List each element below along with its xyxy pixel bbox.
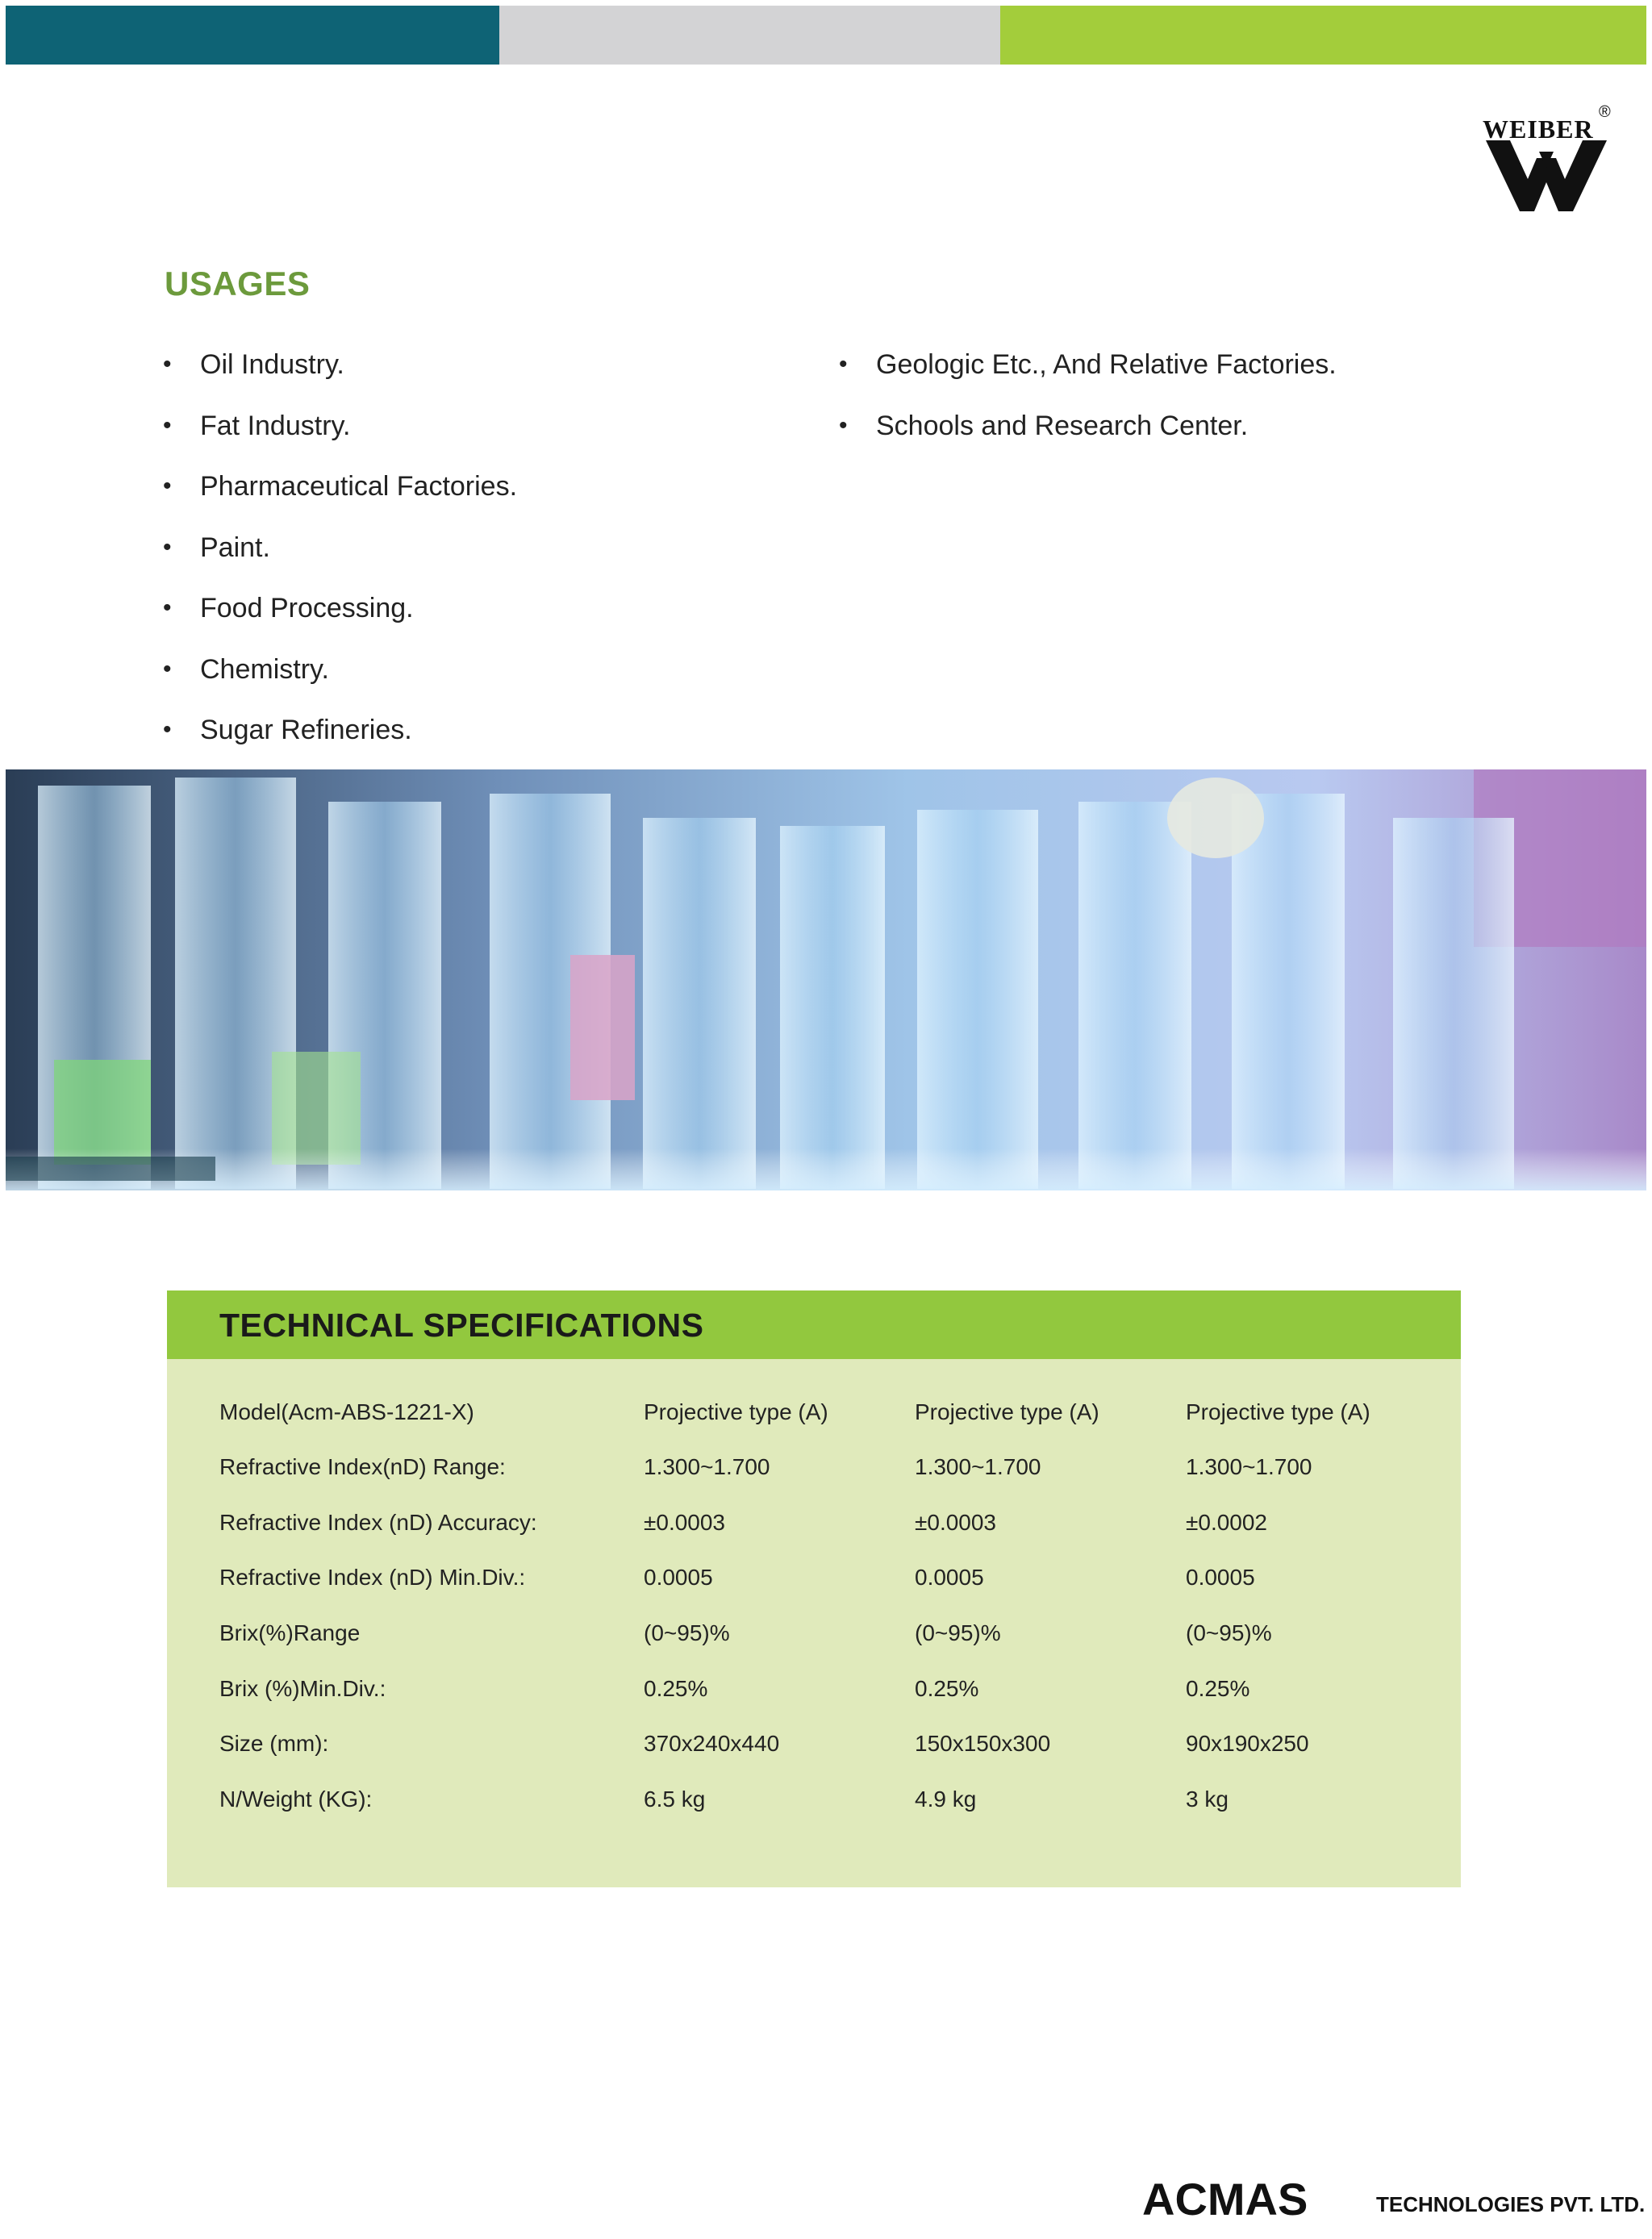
spec-label: Model(Acm-ABS-1221-X) bbox=[219, 1399, 474, 1424]
acmas-logo-icon bbox=[1142, 2174, 1368, 2223]
usage-item bbox=[839, 348, 1337, 410]
top-color-bar bbox=[6, 6, 1646, 65]
spec-value: (0~95)% bbox=[644, 1620, 730, 1645]
spec-label: Refractive Index(nD) Range: bbox=[219, 1454, 506, 1479]
weiber-w-icon bbox=[1486, 140, 1607, 213]
usage-item-label: Geologic Etc., And Relative Factories. bbox=[876, 349, 1337, 380]
usage-item-label: Sugar Refineries. bbox=[200, 715, 412, 745]
spec-value: 0.25% bbox=[915, 1676, 979, 1701]
usage-item-label: Paint. bbox=[200, 532, 270, 563]
spec-label: Size (mm): bbox=[219, 1731, 329, 1756]
registered-mark: ® bbox=[1599, 103, 1611, 121]
usage-item bbox=[163, 592, 517, 653]
bullet-icon: • bbox=[839, 351, 848, 377]
spec-value: 0.25% bbox=[644, 1676, 708, 1701]
bullet-icon: • bbox=[163, 351, 172, 377]
bullet-icon: • bbox=[163, 594, 172, 621]
spec-label: Brix (%)Min.Div.: bbox=[219, 1676, 386, 1701]
weiber-logo bbox=[1478, 103, 1623, 216]
top-bar-green-segment bbox=[1000, 6, 1646, 65]
spec-value: 0.0005 bbox=[915, 1565, 984, 1590]
spec-label: N/Weight (KG): bbox=[219, 1787, 373, 1812]
bullet-icon: • bbox=[163, 533, 172, 561]
usage-item bbox=[163, 348, 517, 410]
spec-value: 90x190x250 bbox=[1186, 1731, 1309, 1756]
spec-row-accuracy bbox=[167, 1510, 1461, 1542]
spec-value: 150x150x300 bbox=[915, 1731, 1051, 1756]
spec-row-range bbox=[167, 1454, 1461, 1486]
spec-value: 1.300~1.700 bbox=[1186, 1454, 1312, 1479]
usage-item bbox=[163, 653, 517, 715]
spec-value: Projective type (A) bbox=[1186, 1399, 1370, 1424]
usage-item-label: Chemistry. bbox=[200, 653, 329, 685]
spec-value: Projective type (A) bbox=[644, 1399, 828, 1424]
usage-item bbox=[163, 714, 517, 775]
usage-item bbox=[839, 410, 1337, 471]
spec-value: ±0.0003 bbox=[644, 1510, 726, 1535]
spec-heading: TECHNICAL SPECIFICATIONS bbox=[219, 1307, 704, 1344]
spec-value: Projective type (A) bbox=[915, 1399, 1099, 1424]
spec-value: 3 kg bbox=[1186, 1787, 1229, 1812]
usage-item bbox=[163, 532, 517, 593]
spec-value: ±0.0002 bbox=[1186, 1510, 1268, 1535]
bullet-icon: • bbox=[163, 473, 172, 499]
spec-value: (0~95)% bbox=[1186, 1620, 1272, 1645]
spec-value: 0.0005 bbox=[644, 1565, 713, 1590]
usage-item-label: Pharmaceutical Factories. bbox=[200, 471, 518, 502]
spec-label: Brix(%)Range bbox=[219, 1620, 361, 1645]
spec-label: Refractive Index (nD) Accuracy: bbox=[219, 1510, 537, 1535]
spec-label: Refractive Index (nD) Min.Div.: bbox=[219, 1565, 526, 1590]
spec-value: 0.25% bbox=[1186, 1676, 1250, 1701]
usage-item-label: Food Processing. bbox=[200, 593, 414, 623]
spec-row-model bbox=[167, 1399, 1461, 1432]
bullet-icon: • bbox=[163, 411, 172, 439]
spec-row-brix-range bbox=[167, 1620, 1461, 1653]
spec-value: 1.300~1.700 bbox=[915, 1454, 1041, 1479]
usage-item-label: Oil Industry. bbox=[200, 349, 344, 380]
spec-row-brix-min-div bbox=[167, 1676, 1461, 1708]
spec-header-bar bbox=[167, 1290, 1461, 1359]
spec-row-size bbox=[167, 1731, 1461, 1763]
usages-list-left bbox=[163, 348, 517, 775]
spec-row-weight bbox=[167, 1787, 1461, 1819]
spec-value: 4.9 kg bbox=[915, 1787, 977, 1812]
lab-test-tubes-photo bbox=[6, 769, 1646, 1190]
spec-value: 0.0005 bbox=[1186, 1565, 1255, 1590]
usage-item bbox=[163, 410, 517, 471]
usages-list-right bbox=[839, 348, 1337, 470]
acmas-logo-text: ACMAS bbox=[1142, 2174, 1308, 2223]
usage-item bbox=[163, 470, 517, 532]
test-tubes-illustration bbox=[6, 769, 1646, 1190]
spec-value: ±0.0003 bbox=[915, 1510, 997, 1535]
spec-value: 6.5 kg bbox=[644, 1787, 706, 1812]
usage-item-label: Schools and Research Center. bbox=[876, 410, 1249, 441]
acmas-footer-logo bbox=[1142, 2174, 1646, 2223]
spec-value: 1.300~1.700 bbox=[644, 1454, 770, 1479]
weiber-logo-text: WEIBER bbox=[1483, 115, 1594, 144]
technical-specifications-panel bbox=[167, 1290, 1461, 1887]
spec-value: (0~95)% bbox=[915, 1620, 1001, 1645]
usages-heading: USAGES bbox=[165, 265, 311, 302]
spec-value: 370x240x440 bbox=[644, 1731, 780, 1756]
top-bar-teal-segment bbox=[6, 6, 499, 65]
bullet-icon: • bbox=[163, 716, 172, 743]
bullet-icon: • bbox=[163, 655, 172, 682]
usage-item-label: Fat Industry. bbox=[200, 410, 351, 441]
acmas-company-text: TECHNOLOGIES PVT. LTD. bbox=[1376, 2192, 1646, 2216]
spec-row-min-div bbox=[167, 1565, 1461, 1597]
bullet-icon: • bbox=[839, 411, 848, 439]
top-bar-grey-segment bbox=[499, 6, 1000, 65]
